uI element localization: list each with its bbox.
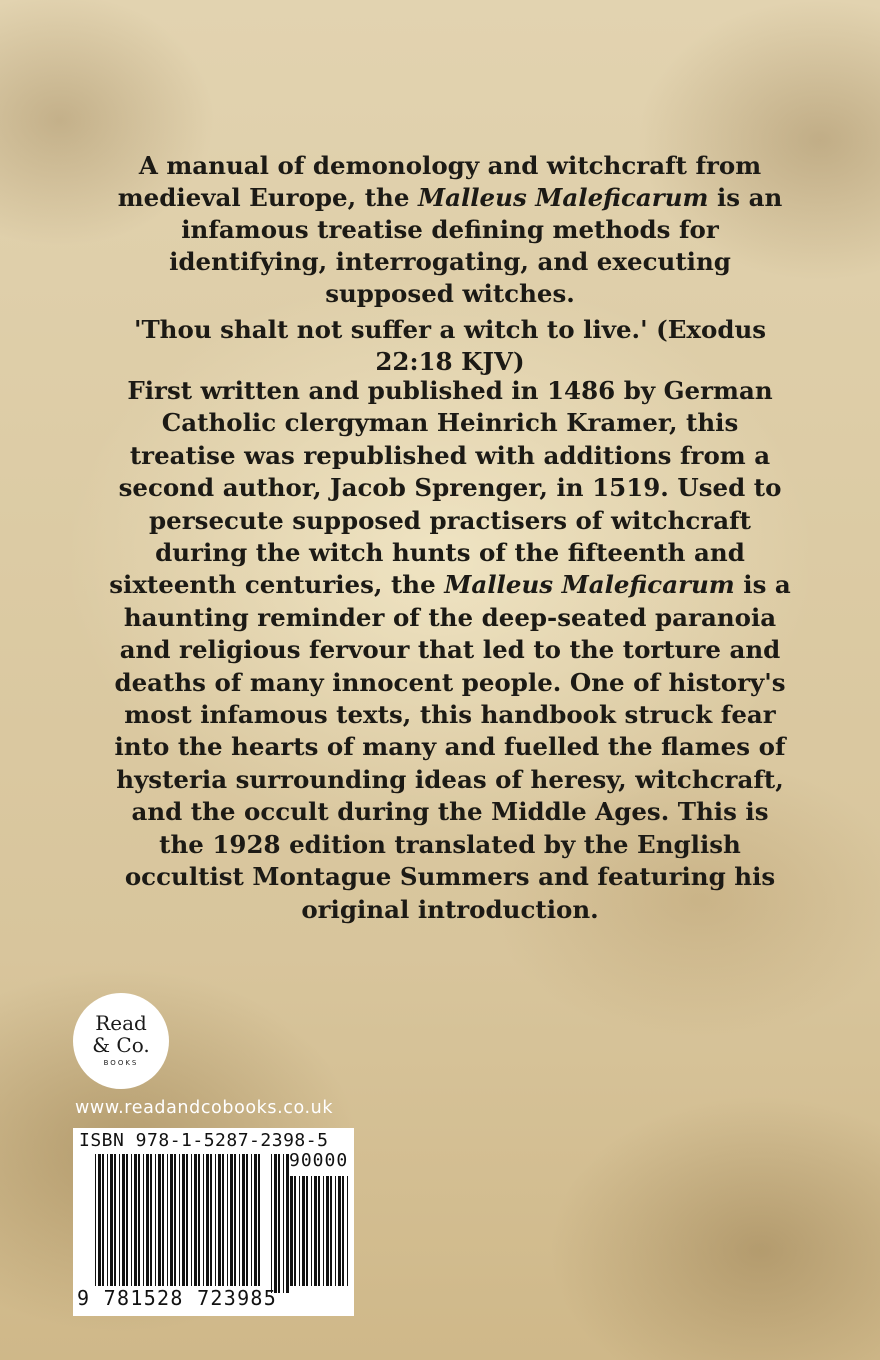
barcode-bar (110, 1154, 113, 1286)
blurb-paragraph-1 (105, 150, 795, 310)
barcode-bar (218, 1154, 221, 1286)
barcode-bar (227, 1154, 228, 1286)
barcode-bar (306, 1176, 308, 1286)
barcode-bar (326, 1176, 329, 1286)
barcode-bar (131, 1154, 132, 1286)
barcode-bar (314, 1176, 317, 1286)
barcode-bar (258, 1154, 260, 1286)
logo-text-co: & Co. (92, 1033, 150, 1057)
barcode-bar (162, 1154, 164, 1286)
barcode-bar (158, 1154, 161, 1286)
barcode-bar (287, 1176, 288, 1286)
barcode-bar (98, 1154, 101, 1286)
blurb-paragraph-3 (105, 375, 795, 926)
barcode-bar (230, 1154, 233, 1286)
barcode-bar (239, 1154, 240, 1286)
barcode-bar (174, 1154, 176, 1286)
isbn-number: ISBN 978-1-5287-2398-5 (79, 1130, 329, 1151)
barcode-bar (155, 1154, 156, 1286)
barcode-bar (179, 1154, 180, 1286)
barcode-bar (234, 1154, 236, 1286)
barcode-bar (138, 1154, 140, 1286)
book-title: Malleus Maleficarum (417, 183, 709, 212)
barcode-bar (167, 1154, 168, 1286)
blurb-text: is a haunting reminder of the deep-seated paranoia and religious fervour that led to the torture and deaths of many innocent people. One of history's most infamous texts, this handbook struck fear into the hearts of many and fuelled the flames of hysteria surrounding ideas of heresy, witchcraft, and the occult during the Middle Ages. This is the 1928 edition translated by the English occultist Montague Summers and featuring his original introduction. (114, 570, 791, 924)
logo-text-books: BOOKS (103, 1059, 139, 1067)
barcode-bar (191, 1154, 192, 1286)
barcode-bar (186, 1154, 188, 1286)
barcode-bar (206, 1154, 209, 1286)
barcode-bar (342, 1176, 344, 1286)
blurb-quote: 'Thou shalt not suffer a witch to live.' (Exodus 22:18 KJV) (133, 315, 767, 376)
barcode-bar (347, 1176, 348, 1286)
blurb-text: First written and published in 1486 by German Catholic clergyman Heinrich Kramer, this treatise was republished with additions from a second author, Jacob Sprenger, in 1519. Used to persecute supposed practisers of witchcraft during the witch hunts of the fifteenth and sixteenth centuries, the (109, 376, 782, 600)
barcode-bar (210, 1154, 212, 1286)
barcode-bar (222, 1154, 224, 1286)
barcode-bar (251, 1154, 252, 1286)
barcode-bar (278, 1154, 280, 1293)
barcode-bar (122, 1154, 125, 1286)
barcode-bar (242, 1154, 245, 1286)
barcode-bar (114, 1154, 116, 1286)
barcode-bar (203, 1154, 204, 1286)
price-code: 90000 (289, 1150, 349, 1171)
barcode-bar (107, 1154, 108, 1286)
isbn-barcode (73, 1128, 354, 1316)
barcode-bar (294, 1176, 296, 1286)
barcode-bar (246, 1154, 248, 1286)
blurb-text: A manual of demonology and witchcraft from medieval Europe, the (117, 151, 762, 212)
barcode-bar (283, 1154, 284, 1293)
blurb-text: is an infamous treatise defining methods for identifying, interrogating, and executing supposed witches. (169, 183, 783, 308)
barcode-bar (215, 1154, 216, 1286)
barcode-bar (119, 1154, 120, 1286)
publisher-logo (73, 993, 169, 1089)
barcode-bar (330, 1176, 332, 1286)
publisher-website[interactable]: www.readandcobooks.co.uk (75, 1098, 334, 1118)
barcode-bar (254, 1154, 257, 1286)
barcode-bar (170, 1154, 173, 1286)
barcode-bar (318, 1176, 320, 1286)
barcode-bar (143, 1154, 144, 1286)
barcode-bar (290, 1176, 293, 1286)
barcode-bar (146, 1154, 149, 1286)
barcode-bar (323, 1176, 324, 1286)
barcode-bar (102, 1154, 104, 1286)
barcode-bar (182, 1154, 185, 1286)
barcode-bar (335, 1176, 336, 1286)
barcode-bar (299, 1176, 300, 1286)
ean-digits: 9 781528 723985 (77, 1286, 278, 1310)
barcode-bar (194, 1154, 197, 1286)
logo-text-read: Read (95, 1011, 147, 1035)
barcode-bar (311, 1176, 312, 1286)
barcode-bar (198, 1154, 200, 1286)
barcode-bar (302, 1176, 305, 1286)
book-title: Malleus Maleficarum (444, 570, 735, 600)
barcode-bar (271, 1154, 272, 1293)
barcode-bar (134, 1154, 137, 1286)
barcode-bar (95, 1154, 96, 1286)
barcode-bar (126, 1154, 128, 1286)
barcode-bar (274, 1154, 277, 1293)
barcode-bar (338, 1176, 341, 1286)
barcode-bar (150, 1154, 152, 1286)
